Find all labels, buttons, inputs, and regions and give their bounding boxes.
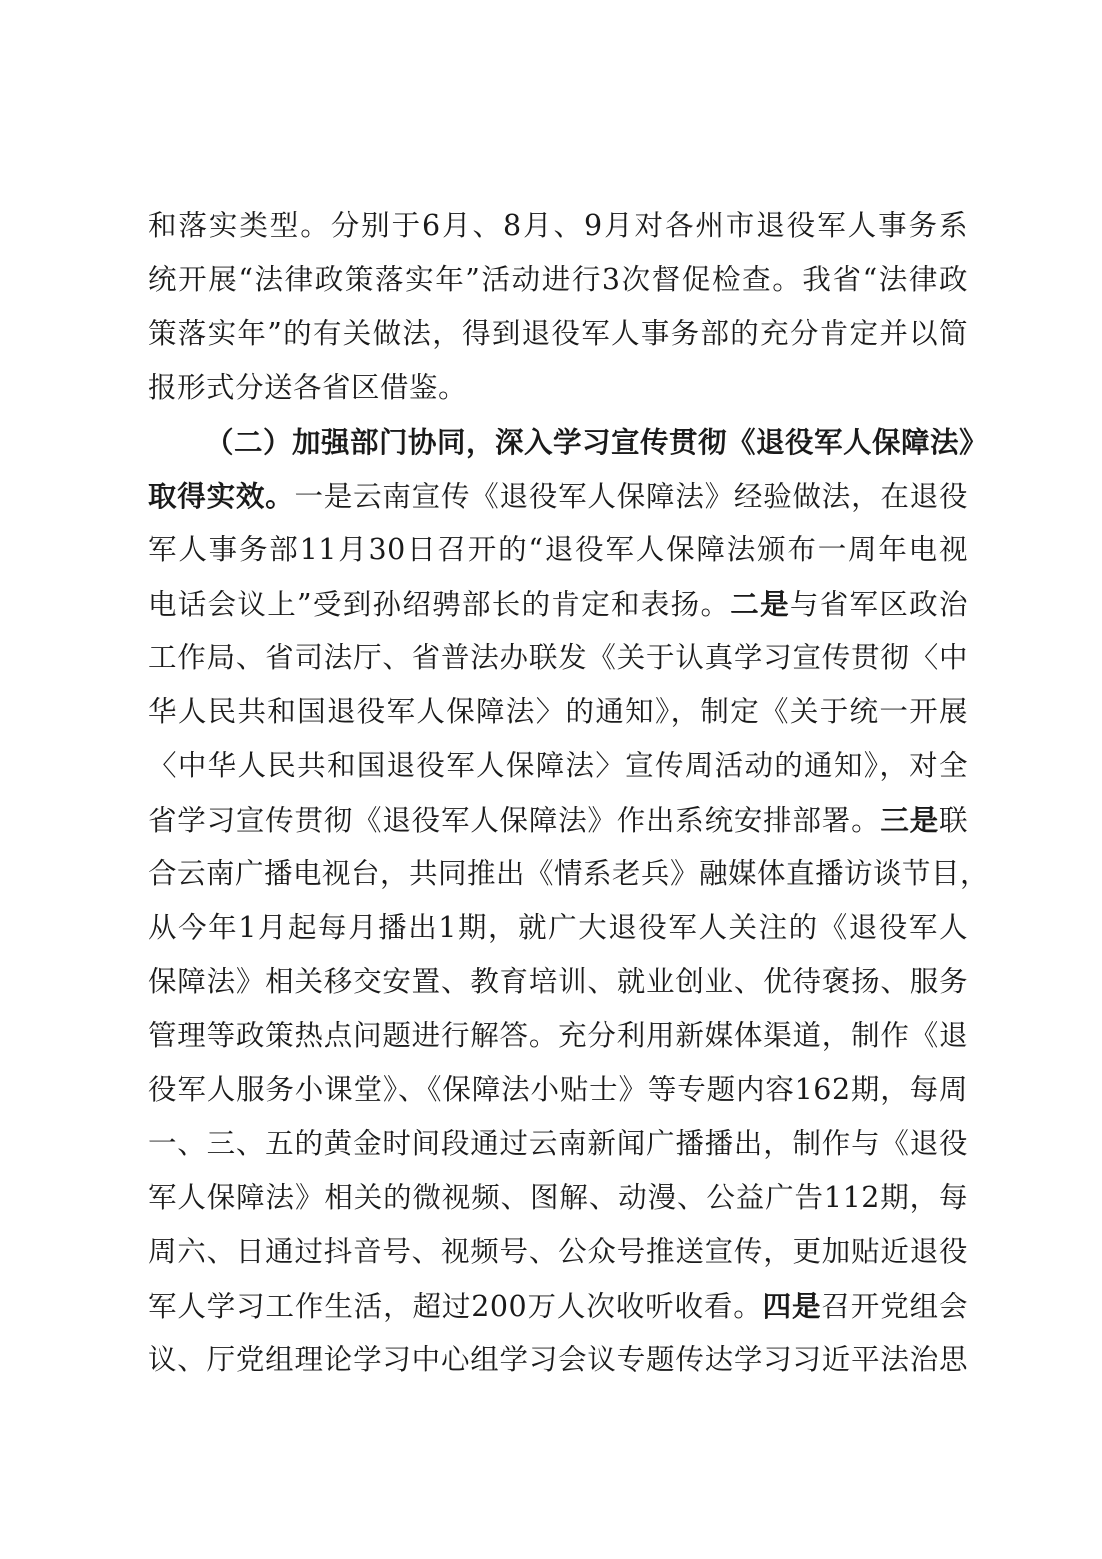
paragraph-line: 役军人服务小课堂》、《保障法小贴士》等专题内容162期，每周 xyxy=(148,1073,968,1106)
paragraph-line: 从今年1月起每月播出1期，就广大退役军人关注的《退役军人 xyxy=(148,911,968,944)
paragraph-line: 华人民共和国退役军人保障法〉的通知》，制定《关于统一开展 xyxy=(148,695,968,728)
paragraph-line xyxy=(148,793,968,847)
list-marker: 三是 xyxy=(880,803,939,837)
paragraph-line xyxy=(148,469,968,523)
paragraph-line: 〈中华人民共和国退役军人保障法〉宣传周活动的通知》，对全 xyxy=(148,749,968,782)
paragraph-line xyxy=(148,1279,968,1333)
line-text: 省学习宣传贯彻《退役军人保障法》作出系统安排部署。 xyxy=(148,804,881,837)
heading-continuation: 取得实效。 xyxy=(148,479,295,513)
paragraph-line: 报形式分送各省区借鉴。 xyxy=(148,371,468,404)
section-heading: （二）加强部门协同，深入学习宣传贯彻《退役军人保障法》 xyxy=(205,425,989,459)
paragraph-line: 一、三、五的黄金时间段通过云南新闻广播播出，制作与《退役 xyxy=(148,1127,968,1160)
paragraph-line: 工作局、省司法厅、省普法办联发《关于认真学习宣传贯彻〈中 xyxy=(148,641,968,674)
list-marker: 二是 xyxy=(730,587,790,621)
paragraph-line: 统开展“法律政策落实年”活动进行3次督促检查。我省“法律政 xyxy=(148,263,968,296)
paragraph-line: 议、厅党组理论学习中心组学习会议专题传达学习习近平法治思 xyxy=(148,1343,968,1376)
line-text: 召开党组会 xyxy=(821,1290,968,1323)
line-text: 与省军区政治 xyxy=(789,588,968,621)
paragraph-line: 和落实类型。分别于6月、8月、9月对各州市退役军人事务系 xyxy=(148,209,968,242)
line-text: 电话会议上”受到孙绍骋部长的肯定和表扬。 xyxy=(148,588,731,621)
paragraph-line: 管理等政策热点问题进行解答。充分利用新媒体渠道，制作《退 xyxy=(148,1019,968,1052)
list-marker: 四是 xyxy=(762,1289,822,1323)
paragraph-line: 军人保障法》相关的微视频、图解、动漫、公益广告112期，每 xyxy=(148,1181,968,1214)
paragraph-line xyxy=(148,577,968,631)
line-text: 军人学习工作生活，超过200万人次收听收看。 xyxy=(148,1290,763,1323)
line-text: 联 xyxy=(938,804,968,837)
paragraph-line: 周六、日通过抖音号、视频号、公众号推送宣传，更加贴近退役 xyxy=(148,1235,968,1268)
paragraph-line: 合云南广播电视台，共同推出《情系老兵》融媒体直播访谈节目， xyxy=(148,857,990,890)
line-text: 一是云南宣传《退役军人保障法》经验做法，在退役 xyxy=(294,480,968,513)
paragraph-line: 军人事务部11月30日召开的“退役军人保障法颁布一周年电视 xyxy=(148,533,968,566)
paragraph-line: 保障法》相关移交安置、教育培训、就业创业、优待褒扬、服务 xyxy=(148,965,968,998)
paragraph-line: 策落实年”的有关做法，得到退役军人事务部的充分肯定并以简 xyxy=(148,317,968,350)
